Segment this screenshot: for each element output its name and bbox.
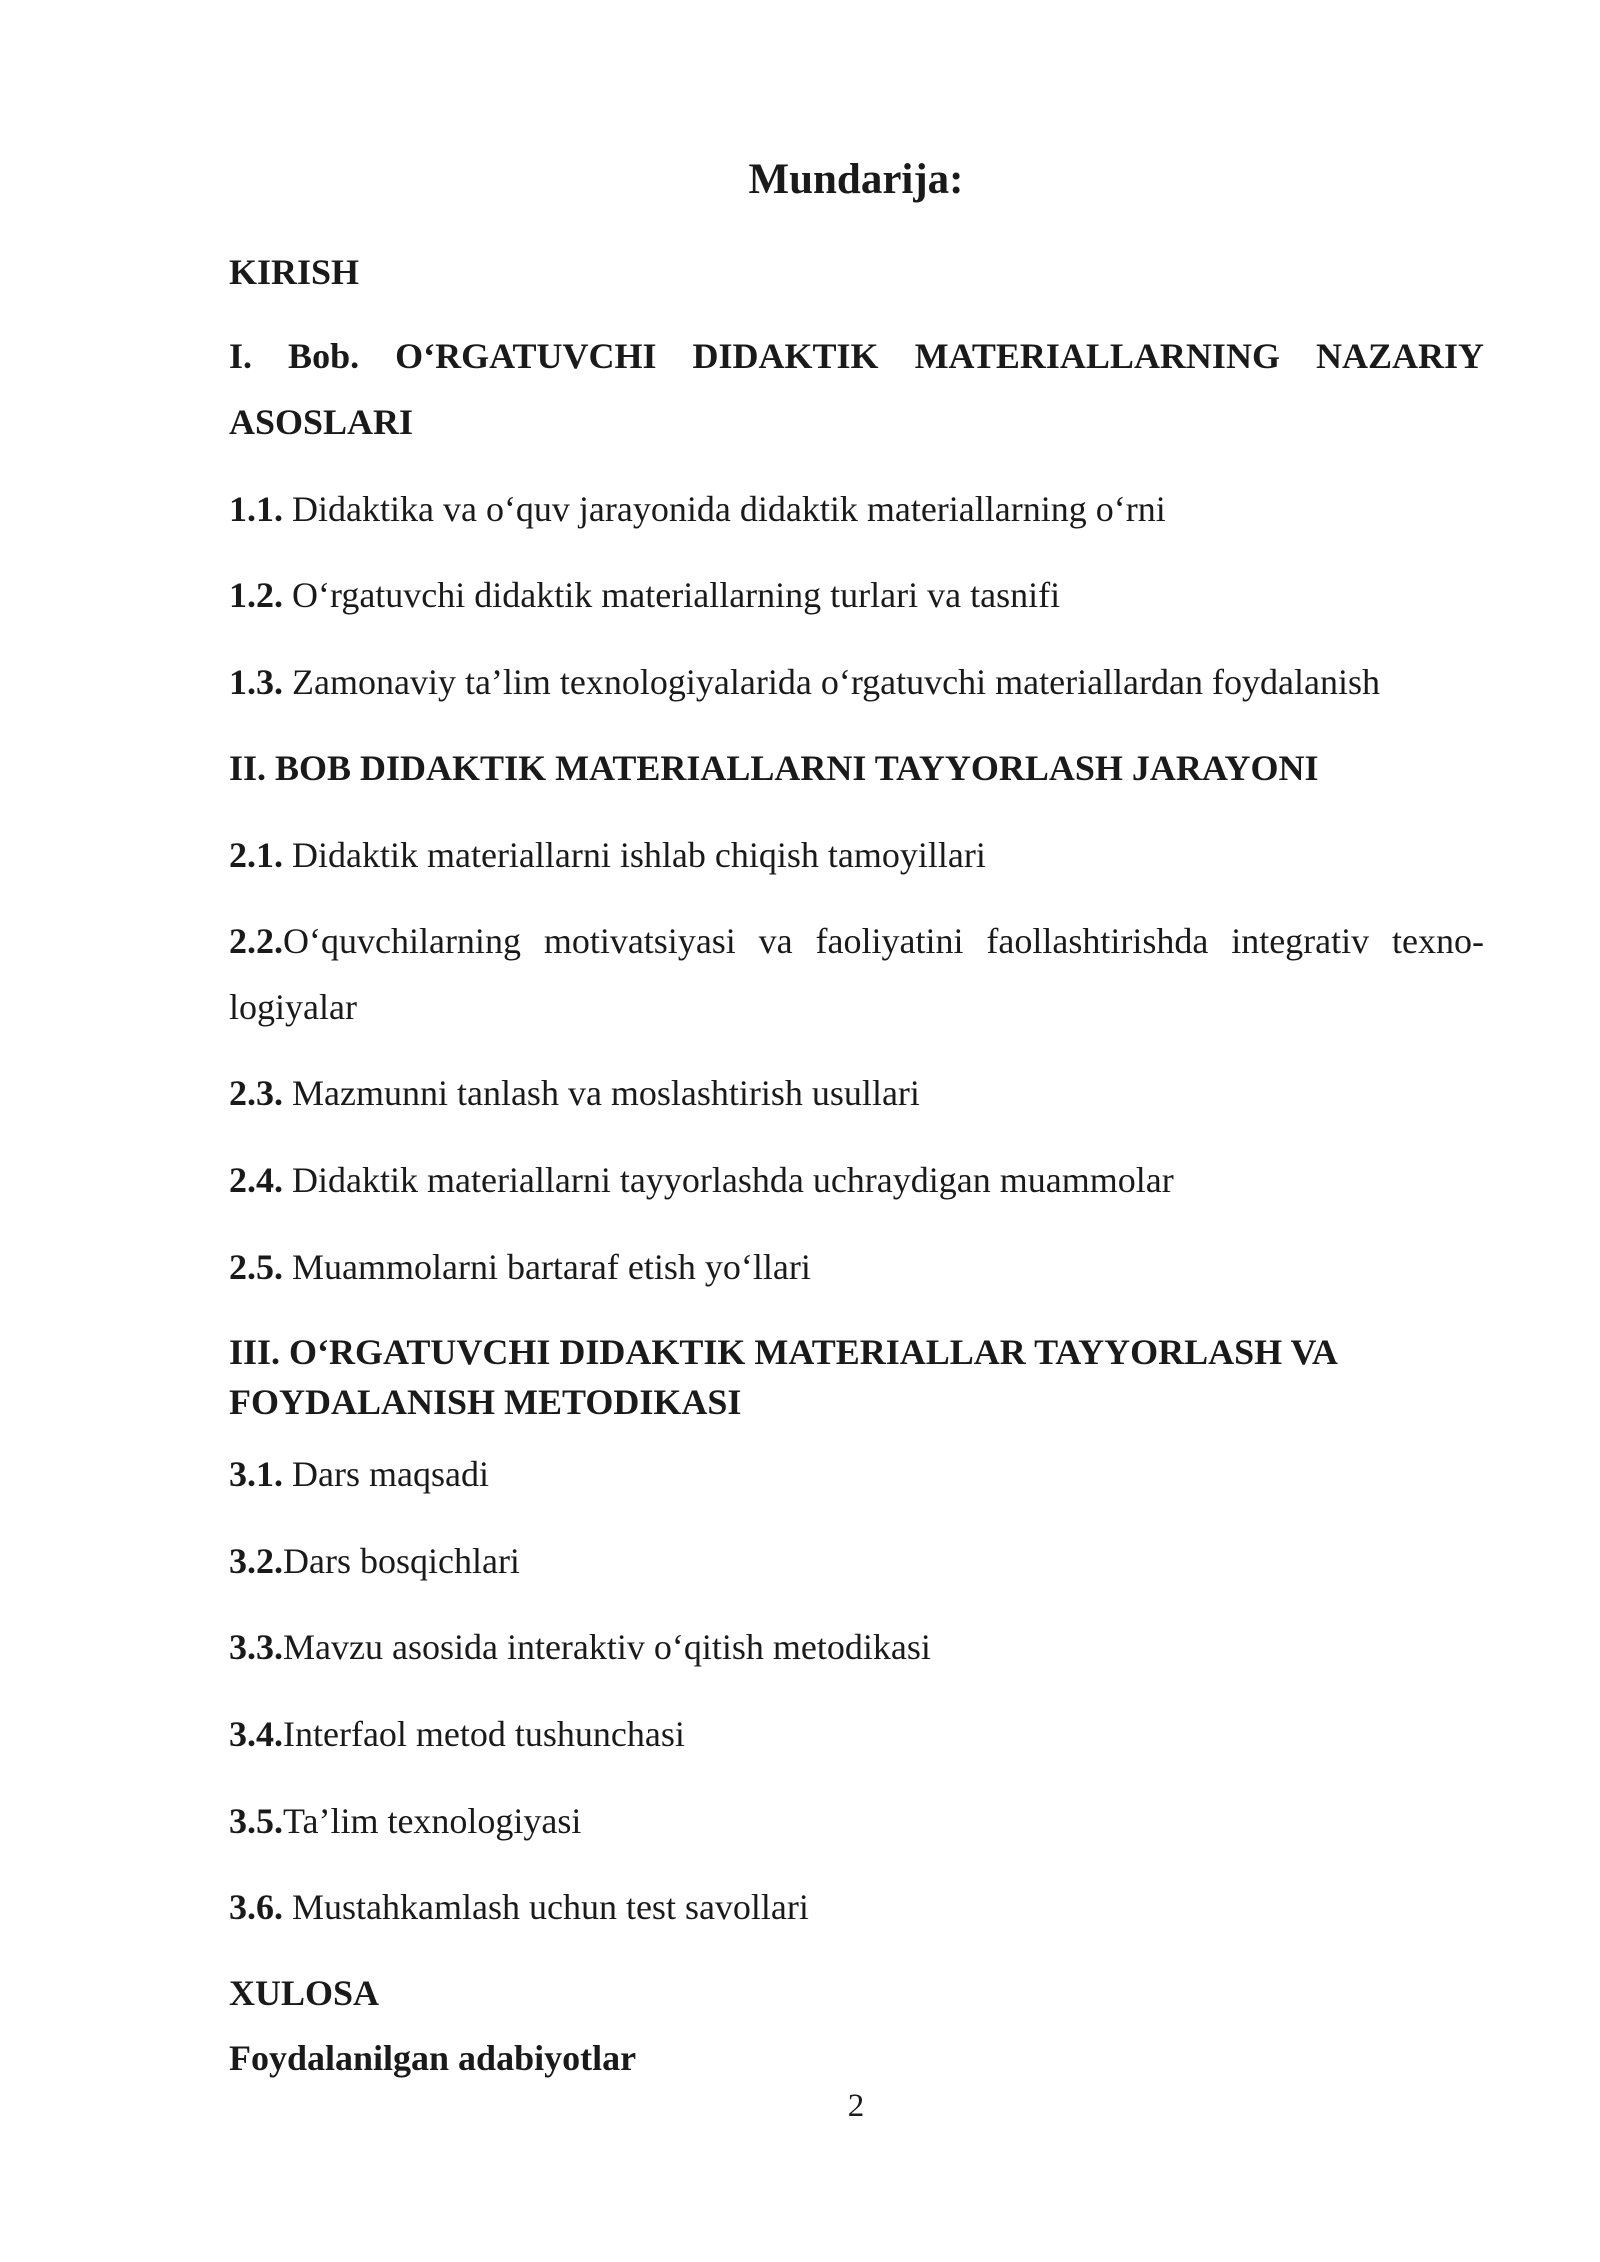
toc-bibliography: Foydalanilgan adabiyotlar bbox=[229, 2038, 637, 2078]
section-number: 2.2. bbox=[229, 921, 283, 961]
section-title: Interfaol metod tushunchasi bbox=[283, 1714, 685, 1754]
section-title: Mazmunni tanlash va moslashtirish usullari bbox=[283, 1073, 920, 1113]
page-title: Mundarija: bbox=[748, 156, 964, 203]
section-number: 3.1. bbox=[229, 1454, 283, 1494]
toc-section-2-2-line-2: logiyalar bbox=[229, 987, 357, 1027]
toc-section-3-2 bbox=[229, 1535, 1484, 1587]
section-title: Dars maqsadi bbox=[283, 1454, 489, 1494]
toc-chapter-1-line-2: ASOSLARI bbox=[229, 402, 414, 442]
toc-chapter-3-line-1: III. O‘RGATUVCHI DIDAKTIK MATERIALLAR TAYYORLASH VA bbox=[229, 1332, 1338, 1372]
toc-section-3-1 bbox=[229, 1448, 1484, 1500]
section-title: O‘quvchilarning motivatsiyasi va faoliyatini faollashtirishda integrativ texno- bbox=[283, 921, 1484, 961]
toc-section-2-3 bbox=[229, 1067, 1484, 1119]
toc-section-3-6 bbox=[229, 1881, 1484, 1933]
section-number: 2.1. bbox=[229, 835, 283, 875]
section-title: Didaktika va o‘quv jarayonida didaktik materiallarning o‘rni bbox=[283, 489, 1166, 529]
section-title: Mustahkamlash uchun test savollari bbox=[283, 1887, 809, 1927]
toc-section-1-2 bbox=[229, 569, 1484, 621]
toc-section-2-5 bbox=[229, 1241, 1484, 1293]
toc-section-1-1 bbox=[229, 483, 1484, 535]
toc-chapter-2: II. BOB DIDAKTIK MATERIALLARNI TAYYORLASH JARAYONI bbox=[229, 748, 1319, 788]
section-title: Mavzu asosida interaktiv o‘qitish metodikasi bbox=[283, 1627, 931, 1667]
section-title: Didaktik materiallarni ishlab chiqish tamoyillari bbox=[283, 835, 986, 875]
section-number: 2.5. bbox=[229, 1247, 283, 1287]
toc-conclusion: XULOSA bbox=[229, 1973, 380, 2013]
section-title: Muammolarni bartaraf etish yo‘llari bbox=[283, 1247, 811, 1287]
section-number: 3.6. bbox=[229, 1887, 283, 1927]
toc-section-1-3 bbox=[229, 656, 1484, 708]
toc-section-3-5 bbox=[229, 1795, 1484, 1847]
section-number: 2.3. bbox=[229, 1073, 283, 1113]
section-title: O‘rgatuvchi didaktik materiallarning turlari va tasnifi bbox=[283, 575, 1061, 615]
toc-section-2-1 bbox=[229, 829, 1484, 881]
section-title: Dars bosqichlari bbox=[283, 1541, 520, 1581]
toc-chapter-3-line-2: FOYDALANISH METODIKASI bbox=[229, 1382, 742, 1422]
toc-section-2-4 bbox=[229, 1154, 1484, 1206]
toc-chapter-1-line-1: I. Bob. O‘RGATUVCHI DIDAKTIK MATERIALLARNING NAZARIY bbox=[229, 336, 1484, 376]
page-number: 2 bbox=[847, 2088, 865, 2124]
section-number: 2.4. bbox=[229, 1160, 283, 1200]
toc-intro: KIRISH bbox=[229, 252, 360, 292]
toc-section-3-4 bbox=[229, 1708, 1484, 1760]
section-number: 3.4. bbox=[229, 1714, 283, 1754]
section-number: 1.3. bbox=[229, 662, 283, 702]
section-title: Ta’lim texnologiyasi bbox=[283, 1801, 582, 1841]
section-title: Didaktik materiallarni tayyorlashda uchraydigan muammolar bbox=[283, 1160, 1174, 1200]
section-number: 3.5. bbox=[229, 1801, 283, 1841]
section-number: 1.1. bbox=[229, 489, 283, 529]
section-number: 1.2. bbox=[229, 575, 283, 615]
section-number: 3.3. bbox=[229, 1627, 283, 1667]
toc-section-3-3 bbox=[229, 1621, 1484, 1673]
section-title: Zamonaviy ta’lim texnologiyalarida o‘rgatuvchi materiallardan foydalanish bbox=[283, 662, 1380, 702]
toc-section-2-2-line-1 bbox=[229, 915, 1484, 967]
section-number: 3.2. bbox=[229, 1541, 283, 1581]
